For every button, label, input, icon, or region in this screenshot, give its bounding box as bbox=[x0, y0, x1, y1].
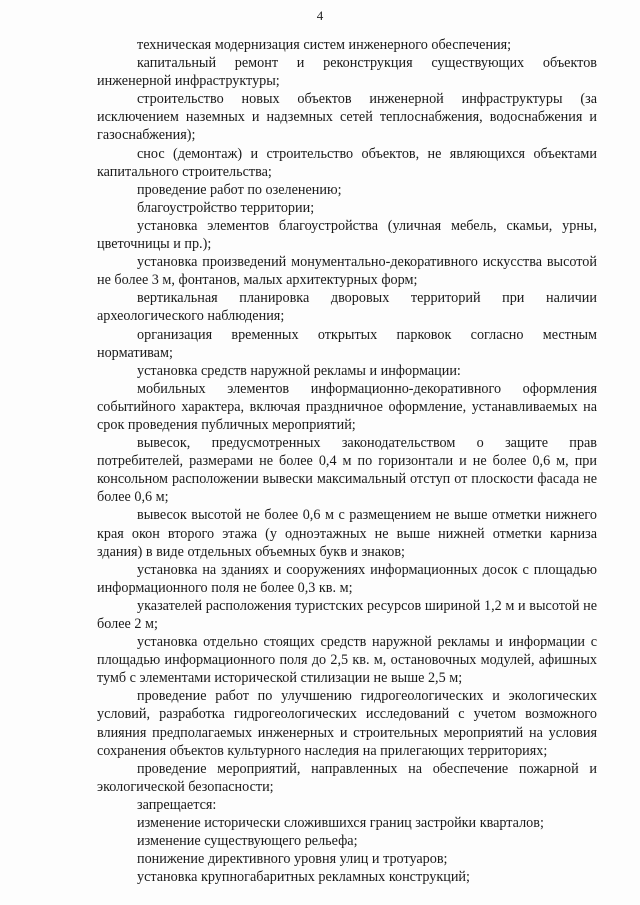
paragraph: вывесок, предусмотренных законодательством о защите прав потребителей, размерами не более 0,4 м по горизонтали и не более 0,6 м, при консольном расположении вывески максимальный отступ от плоскости фасада не более 0,6 м; bbox=[97, 435, 597, 506]
paragraph: благоустройство территории; bbox=[137, 199, 315, 216]
page-number: 4 bbox=[316, 8, 324, 23]
paragraph: мобильных элементов информационно-декоративного оформления событийного характера, включая праздничное оформление, устанавливаемых на срок проведения публичных мероприятий; bbox=[97, 380, 597, 433]
paragraph: изменение существующего рельефа; bbox=[137, 833, 358, 850]
paragraph: понижение директивного уровня улиц и тротуаров; bbox=[137, 851, 448, 868]
paragraph: изменение исторически сложившихся границ застройки кварталов; bbox=[137, 815, 544, 832]
paragraph: запрещается: bbox=[137, 796, 217, 813]
paragraph: проведение мероприятий, направленных на обеспечение пожарной и экологической безопасности; bbox=[97, 760, 597, 795]
paragraph: установка крупногабаритных рекламных конструкций; bbox=[137, 869, 470, 886]
paragraph: указателей расположения туристских ресурсов шириной 1,2 м и высотой не более 2 м; bbox=[97, 597, 597, 632]
paragraph: установка произведений монументально-декоративного искусства высотой не более 3 м, фонтанов, малых архитектурных форм; bbox=[97, 254, 597, 289]
paragraph: капитальный ремонт и реконструкция существующих объектов инженерной инфраструктуры; bbox=[97, 55, 597, 90]
paragraph: проведение работ по озеленению; bbox=[137, 181, 342, 198]
paragraph: техническая модернизация систем инженерного обеспечения; bbox=[137, 37, 512, 53]
paragraph: установка средств наружной рекламы и информации: bbox=[137, 362, 461, 379]
paragraph: организация временных открытых парковок согласно местным нормативам; bbox=[97, 326, 597, 361]
paragraph: вертикальная планировка дворовых территорий при наличии археологического наблюдения; bbox=[97, 290, 597, 325]
paragraph: вывесок высотой не более 0,6 м с размещением не выше отметки нижнего края окон второго этажа (у одноэтажных не выше нижней отметки карниза здания) в виде отдельных объемных букв и знаков; bbox=[97, 507, 597, 560]
paragraph: снос (демонтаж) и строительство объектов, не являющихся объектами капитального строительства; bbox=[97, 145, 597, 180]
paragraph: строительство новых объектов инженерной инфраструктуры (за исключением наземных и надземных сетей теплоснабжения, водоснабжения и газоснабжения); bbox=[97, 91, 597, 144]
paragraph: проведение работ по улучшению гидрогеологических и экологических условий, разработка гидрогеологических исследований с учетом возможного влияния предполагаемых инженерных и строительных мероприятий на условия сохранения объектов культурного наследия на прилегающих территориях; bbox=[97, 688, 597, 759]
document-body bbox=[97, 36, 597, 886]
paragraph: установка отдельно стоящих средств наружной рекламы и информации с площадью информационного поля до 2,5 кв. м, остановочных модулей, афишных тумб с элементами исторической стилизации не выше 2,5 м; bbox=[97, 634, 597, 687]
paragraph: установка элементов благоустройства (уличная мебель, скамьи, урны, цветочницы и пр.); bbox=[97, 217, 597, 253]
paragraph: установка на зданиях и сооружениях информационных досок с площадью информационного поля не более 0,3 кв. м; bbox=[97, 561, 597, 596]
